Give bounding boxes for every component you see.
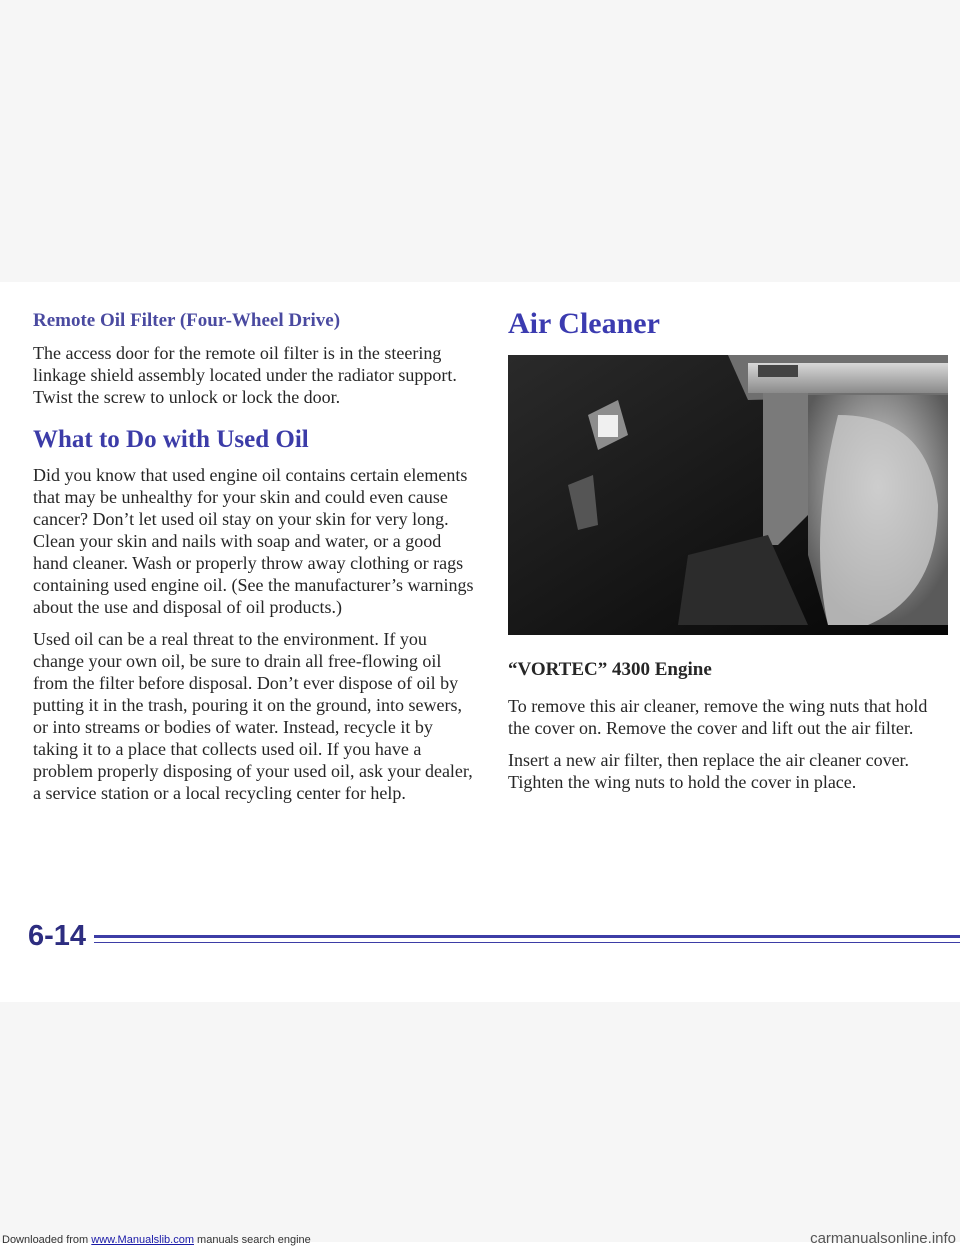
engine-photo	[508, 355, 948, 635]
engine-photo-image	[508, 355, 948, 635]
download-line	[2, 1234, 311, 1246]
engine-caption: “VORTEC” 4300 Engine	[508, 659, 712, 680]
used-oil-paragraph-2: Used oil can be a real threat to the environment. If you change your own oil, be sure to drain all free-flowing oil from the filter before disposal. Don’t ever dispose of oil by putting it in the trash, pouring it on the ground, into sewers, or into streams or bodies of water. Instead, recycle it by taking it to a place that collects used oil. If you have a problem properly disposing of your used oil, ask your dealer, a service station or a local recycling center for help.	[33, 629, 473, 803]
used-oil-heading: What to Do with Used Oil	[33, 426, 309, 453]
manualslib-link[interactable]: www.Manualslib.com	[91, 1234, 194, 1246]
air-cleaner-paragraph-2: Insert a new air filter, then replace the air cleaner cover. Tighten the wing nuts to hold the cover in place.	[508, 750, 910, 792]
remote-oil-filter-text: The access door for the remote oil filter is in the steering linkage shield assembly located under the radiator support. Twist the screw to unlock or lock the door.	[33, 343, 457, 407]
watermark-text: carmanualsonline.info	[810, 1230, 956, 1247]
page-footer	[28, 920, 948, 960]
used-oil-paragraph-1: Did you know that used engine oil contains certain elements that may be unhealthy for your skin and could even cause cancer? Don’t let used oil stay on your skin for very long. Clean your skin and nails with soap and water, or a good hand cleaner. Wash or properly throw away clothing or rags containing used engine oil. (See the manufacturer’s warnings about the use and disposal of oil products.)	[33, 465, 474, 617]
remote-oil-filter-heading: Remote Oil Filter (Four-Wheel Drive)	[33, 310, 341, 331]
air-cleaner-paragraph-1: To remove this air cleaner, remove the wing nuts that hold the cover on. Remove the cover and lift out the air filter.	[508, 696, 928, 738]
page-number: 6-14	[28, 920, 87, 952]
left-column	[33, 310, 478, 814]
download-prefix: Downloaded from	[2, 1234, 89, 1246]
right-column	[508, 307, 948, 803]
footer-rule-thin	[94, 942, 960, 943]
air-cleaner-heading: Air Cleaner	[508, 307, 660, 340]
footer-rule-thick	[94, 935, 960, 938]
download-suffix: manuals search engine	[197, 1234, 311, 1246]
